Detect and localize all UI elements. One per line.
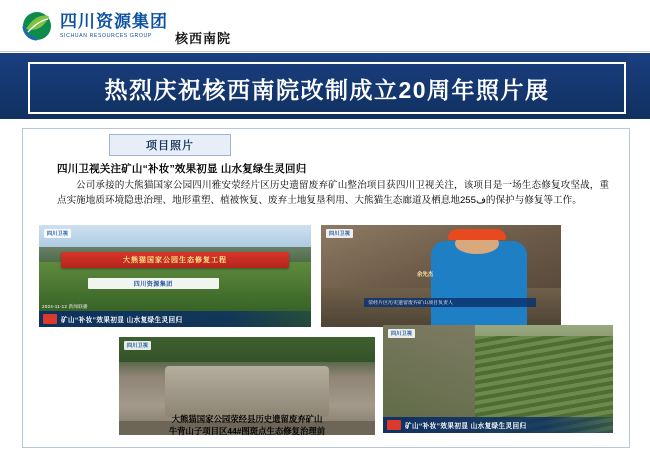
logo-company-name-en: SICHUAN RESOURCES GROUP	[60, 32, 152, 39]
logo-company-name-cn: 四川资源集团	[60, 12, 168, 32]
photo2-name-tag: 余先杰	[417, 271, 434, 278]
header-logo-bar	[0, 0, 650, 52]
photo2-name-subtitle: 荥经片区历史遗留废弃矿山项目负责人	[364, 298, 536, 307]
title-band	[0, 53, 650, 119]
tv-channel-logo-icon: 四川卫视	[388, 329, 415, 338]
broadcast-badge-icon	[43, 314, 57, 324]
section-tab-label: 项目照片	[146, 140, 194, 152]
content-card	[22, 128, 630, 448]
article-headline: 四川卫视关注矿山“补妆”效果初显 山水复绿生灵回归	[57, 163, 307, 175]
title-frame	[28, 62, 626, 114]
caption-left-line2: 牛背山子项目区44#图斑点生态修复治理前	[168, 425, 326, 436]
header-divider	[0, 51, 650, 52]
photo1-red-banner: 大熊猫国家公园生态修复工程	[61, 252, 289, 268]
page-title: 热烈庆祝核西南院改制成立20周年照片展	[104, 76, 550, 103]
tv-channel-logo-icon: 四川卫视	[326, 229, 353, 238]
leaf-globe-logo-icon	[22, 11, 52, 41]
broadcast-badge-icon	[387, 420, 401, 430]
photo4-lower-third-text: 矿山“补妆”效果初显 山水复绿生灵回归	[405, 423, 527, 430]
logo-text-block	[60, 13, 168, 39]
caption-left-bottom	[111, 414, 383, 438]
photo1-lower-third	[39, 311, 311, 327]
tv-channel-logo-icon: 四川卫视	[124, 341, 151, 350]
photo4-lower-third	[383, 417, 613, 433]
photo1-timestamp: 2024-11-12 新闻联播	[42, 304, 88, 309]
photo-terraced-restoration	[383, 325, 613, 433]
photo1-white-banner: 四川资源集团	[88, 278, 219, 289]
caption-left-line1: 大熊猫国家公园荥经县历史遗留废弃矿山	[171, 414, 323, 424]
logo-subsidiary-name: 核西南院	[175, 31, 232, 46]
tv-channel-logo-icon: 四川卫视	[44, 229, 71, 238]
section-tab-project-photos	[109, 134, 231, 156]
photo-interview-worker	[321, 225, 561, 327]
photo1-lower-third-text: 矿山“补妆”效果初显 山水复绿生灵回归	[61, 317, 183, 324]
photo-grassland-banner	[39, 225, 311, 327]
article-paragraph: 公司承接的大熊猫国家公园四川雅安荥经片区历史遗留废弃矿山整治项目获四川卫视关注，该项目是一场生态修复攻坚战，重点实施地质环境隐患治理、地形重塑、植被恢复、废弃土地复垦利用、大熊猫生态廊道及栖息地ف255的保护与修复等工作。	[57, 180, 609, 206]
